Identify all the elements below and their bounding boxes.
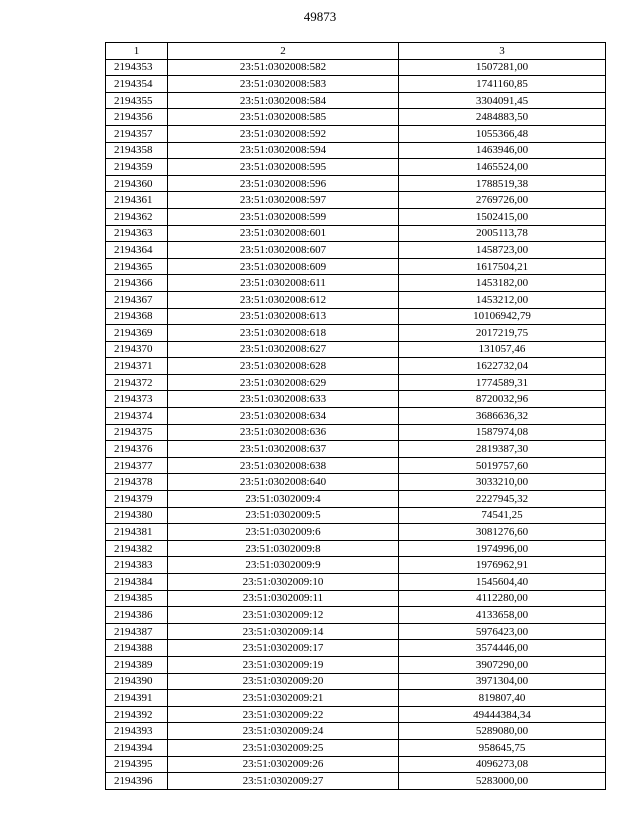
row-number-cell: 2194389 (106, 656, 168, 673)
cadastral-number-cell: 23:51:0302008:627 (168, 341, 399, 358)
table-row (106, 540, 606, 557)
table-row (106, 756, 606, 773)
cadastral-number-cell: 23:51:0302009:11 (168, 590, 399, 607)
column-header-1: 1 (106, 43, 168, 60)
row-number-cell: 2194392 (106, 706, 168, 723)
table-row (106, 275, 606, 292)
cadastral-value-cell: 8720032,96 (399, 391, 606, 408)
cadastral-value-cell: 3907290,00 (399, 656, 606, 673)
table-row (106, 640, 606, 657)
cadastral-value-cell: 2769726,00 (399, 192, 606, 209)
table-row (106, 723, 606, 740)
row-number-cell: 2194379 (106, 491, 168, 508)
table-row (106, 208, 606, 225)
table-row (106, 109, 606, 126)
cadastral-number-cell: 23:51:0302008:628 (168, 358, 399, 375)
cadastral-value-cell: 1055366,48 (399, 125, 606, 142)
table-row (106, 474, 606, 491)
cadastral-number-cell: 23:51:0302009:22 (168, 706, 399, 723)
table-row (106, 341, 606, 358)
row-number-cell: 2194383 (106, 557, 168, 574)
cadastral-value-cell: 1741160,85 (399, 76, 606, 93)
cadastral-value-cell: 2819387,30 (399, 441, 606, 458)
cadastral-number-cell: 23:51:0302008:582 (168, 59, 399, 76)
cadastral-number-cell: 23:51:0302009:20 (168, 673, 399, 690)
table-row (106, 607, 606, 624)
cadastral-number-cell: 23:51:0302008:584 (168, 92, 399, 109)
row-number-cell: 2194353 (106, 59, 168, 76)
cadastral-number-cell: 23:51:0302008:613 (168, 308, 399, 325)
column-header-2: 2 (168, 43, 399, 60)
row-number-cell: 2194371 (106, 358, 168, 375)
cadastral-number-cell: 23:51:0302008:599 (168, 208, 399, 225)
cadastral-value-cell: 5976423,00 (399, 623, 606, 640)
table-row (106, 673, 606, 690)
table-row (106, 59, 606, 76)
cadastral-value-cell: 2017219,75 (399, 325, 606, 342)
cadastral-value-cell: 819807,40 (399, 690, 606, 707)
row-number-cell: 2194376 (106, 441, 168, 458)
table-row (106, 739, 606, 756)
table-row (106, 325, 606, 342)
table-row (106, 574, 606, 591)
cadastral-number-cell: 23:51:0302008:611 (168, 275, 399, 292)
page-number: 49873 (303, 9, 337, 24)
table-row (106, 623, 606, 640)
cadastral-value-cell: 5283000,00 (399, 773, 606, 790)
table-row (106, 258, 606, 275)
cadastral-value-cell: 1465524,00 (399, 159, 606, 176)
table-row (106, 408, 606, 425)
row-number-cell: 2194387 (106, 623, 168, 640)
cadastral-value-cell: 10106942,79 (399, 308, 606, 325)
table-row (106, 690, 606, 707)
table-row (106, 291, 606, 308)
cadastral-number-cell: 23:51:0302009:24 (168, 723, 399, 740)
cadastral-number-cell: 23:51:0302009:9 (168, 557, 399, 574)
cadastral-value-cell: 3033210,00 (399, 474, 606, 491)
table-header-row (106, 43, 606, 60)
cadastral-number-cell: 23:51:0302009:6 (168, 524, 399, 541)
row-number-cell: 2194384 (106, 574, 168, 591)
table-row (106, 192, 606, 209)
cadastral-number-cell: 23:51:0302008:596 (168, 175, 399, 192)
cadastral-value-cell: 3081276,60 (399, 524, 606, 541)
cadastral-value-table (105, 42, 606, 790)
cadastral-number-cell: 23:51:0302009:10 (168, 574, 399, 591)
cadastral-value-cell: 1788519,38 (399, 175, 606, 192)
row-number-cell: 2194361 (106, 192, 168, 209)
cadastral-number-cell: 23:51:0302009:17 (168, 640, 399, 657)
cadastral-value-cell: 2227945,32 (399, 491, 606, 508)
row-number-cell: 2194382 (106, 540, 168, 557)
table-row (106, 308, 606, 325)
cadastral-value-cell: 3686636,32 (399, 408, 606, 425)
row-number-cell: 2194358 (106, 142, 168, 159)
cadastral-number-cell: 23:51:0302008:595 (168, 159, 399, 176)
row-number-cell: 2194364 (106, 242, 168, 259)
row-number-cell: 2194369 (106, 325, 168, 342)
row-number-cell: 2194394 (106, 739, 168, 756)
row-number-cell: 2194393 (106, 723, 168, 740)
cadastral-value-cell: 1587974,08 (399, 424, 606, 441)
cadastral-number-cell: 23:51:0302008:636 (168, 424, 399, 441)
table-row (106, 76, 606, 93)
cadastral-value-cell: 1453182,00 (399, 275, 606, 292)
cadastral-value-cell: 4112280,00 (399, 590, 606, 607)
row-number-cell: 2194374 (106, 408, 168, 425)
cadastral-value-cell: 1458723,00 (399, 242, 606, 259)
table-row (106, 142, 606, 159)
row-number-cell: 2194391 (106, 690, 168, 707)
row-number-cell: 2194359 (106, 159, 168, 176)
cadastral-number-cell: 23:51:0302008:583 (168, 76, 399, 93)
cadastral-number-cell: 23:51:0302008:629 (168, 374, 399, 391)
row-number-cell: 2194388 (106, 640, 168, 657)
row-number-cell: 2194357 (106, 125, 168, 142)
table-row (106, 125, 606, 142)
row-number-cell: 2194355 (106, 92, 168, 109)
cadastral-value-cell: 4133658,00 (399, 607, 606, 624)
cadastral-number-cell: 23:51:0302008:607 (168, 242, 399, 259)
table-row (106, 457, 606, 474)
cadastral-number-cell: 23:51:0302008:594 (168, 142, 399, 159)
table-row (106, 590, 606, 607)
cadastral-number-cell: 23:51:0302008:609 (168, 258, 399, 275)
table-row (106, 159, 606, 176)
table-row (106, 524, 606, 541)
cadastral-number-cell: 23:51:0302008:618 (168, 325, 399, 342)
row-number-cell: 2194367 (106, 291, 168, 308)
cadastral-value-cell: 49444384,34 (399, 706, 606, 723)
cadastral-value-cell: 1976962,91 (399, 557, 606, 574)
row-number-cell: 2194396 (106, 773, 168, 790)
cadastral-value-cell: 1774589,31 (399, 374, 606, 391)
row-number-cell: 2194360 (106, 175, 168, 192)
row-number-cell: 2194377 (106, 457, 168, 474)
cadastral-number-cell: 23:51:0302008:592 (168, 125, 399, 142)
cadastral-number-cell: 23:51:0302008:633 (168, 391, 399, 408)
cadastral-number-cell: 23:51:0302008:597 (168, 192, 399, 209)
cadastral-value-cell: 131057,46 (399, 341, 606, 358)
table-row (106, 358, 606, 375)
cadastral-value-cell: 5289080,00 (399, 723, 606, 740)
cadastral-number-cell: 23:51:0302008:601 (168, 225, 399, 242)
table-row (106, 706, 606, 723)
cadastral-value-cell: 1463946,00 (399, 142, 606, 159)
table-row (106, 491, 606, 508)
row-number-cell: 2194375 (106, 424, 168, 441)
cadastral-number-cell: 23:51:0302009:14 (168, 623, 399, 640)
cadastral-value-cell: 1545604,40 (399, 574, 606, 591)
row-number-cell: 2194378 (106, 474, 168, 491)
cadastral-value-cell: 3304091,45 (399, 92, 606, 109)
table-row (106, 175, 606, 192)
cadastral-value-cell: 74541,25 (399, 507, 606, 524)
cadastral-number-cell: 23:51:0302009:21 (168, 690, 399, 707)
row-number-cell: 2194380 (106, 507, 168, 524)
cadastral-value-cell: 5019757,60 (399, 457, 606, 474)
row-number-cell: 2194390 (106, 673, 168, 690)
table-row (106, 441, 606, 458)
cadastral-number-cell: 23:51:0302009:4 (168, 491, 399, 508)
cadastral-number-cell: 23:51:0302008:634 (168, 408, 399, 425)
row-number-cell: 2194366 (106, 275, 168, 292)
cadastral-value-cell: 1974996,00 (399, 540, 606, 557)
cadastral-value-cell: 2005113,78 (399, 225, 606, 242)
row-number-cell: 2194356 (106, 109, 168, 126)
cadastral-number-cell: 23:51:0302008:638 (168, 457, 399, 474)
table-row (106, 557, 606, 574)
table-row (106, 242, 606, 259)
row-number-cell: 2194365 (106, 258, 168, 275)
cadastral-value-cell: 1507281,00 (399, 59, 606, 76)
row-number-cell: 2194354 (106, 76, 168, 93)
row-number-cell: 2194385 (106, 590, 168, 607)
cadastral-value-cell: 1502415,00 (399, 208, 606, 225)
cadastral-number-cell: 23:51:0302009:26 (168, 756, 399, 773)
cadastral-number-cell: 23:51:0302008:637 (168, 441, 399, 458)
cadastral-value-cell: 1617504,21 (399, 258, 606, 275)
cadastral-number-cell: 23:51:0302009:19 (168, 656, 399, 673)
table-row (106, 92, 606, 109)
table-row (106, 374, 606, 391)
row-number-cell: 2194386 (106, 607, 168, 624)
cadastral-number-cell: 23:51:0302008:640 (168, 474, 399, 491)
cadastral-value-cell: 3574446,00 (399, 640, 606, 657)
cadastral-number-cell: 23:51:0302009:25 (168, 739, 399, 756)
column-header-3: 3 (399, 43, 606, 60)
cadastral-number-cell: 23:51:0302009:8 (168, 540, 399, 557)
cadastral-number-cell: 23:51:0302009:27 (168, 773, 399, 790)
cadastral-number-cell: 23:51:0302009:12 (168, 607, 399, 624)
row-number-cell: 2194368 (106, 308, 168, 325)
cadastral-value-cell: 3971304,00 (399, 673, 606, 690)
cadastral-number-cell: 23:51:0302009:5 (168, 507, 399, 524)
cadastral-number-cell: 23:51:0302008:585 (168, 109, 399, 126)
table-row (106, 424, 606, 441)
cadastral-number-cell: 23:51:0302008:612 (168, 291, 399, 308)
row-number-cell: 2194370 (106, 341, 168, 358)
table-body (106, 59, 606, 789)
table-row (106, 656, 606, 673)
table-row (106, 773, 606, 790)
row-number-cell: 2194363 (106, 225, 168, 242)
row-number-cell: 2194381 (106, 524, 168, 541)
table-row (106, 225, 606, 242)
row-number-cell: 2194395 (106, 756, 168, 773)
cadastral-value-cell: 4096273,08 (399, 756, 606, 773)
row-number-cell: 2194373 (106, 391, 168, 408)
row-number-cell: 2194362 (106, 208, 168, 225)
table-row (106, 391, 606, 408)
cadastral-value-cell: 1453212,00 (399, 291, 606, 308)
cadastral-value-cell: 2484883,50 (399, 109, 606, 126)
row-number-cell: 2194372 (106, 374, 168, 391)
table-row (106, 507, 606, 524)
cadastral-value-cell: 958645,75 (399, 739, 606, 756)
cadastral-value-cell: 1622732,04 (399, 358, 606, 375)
